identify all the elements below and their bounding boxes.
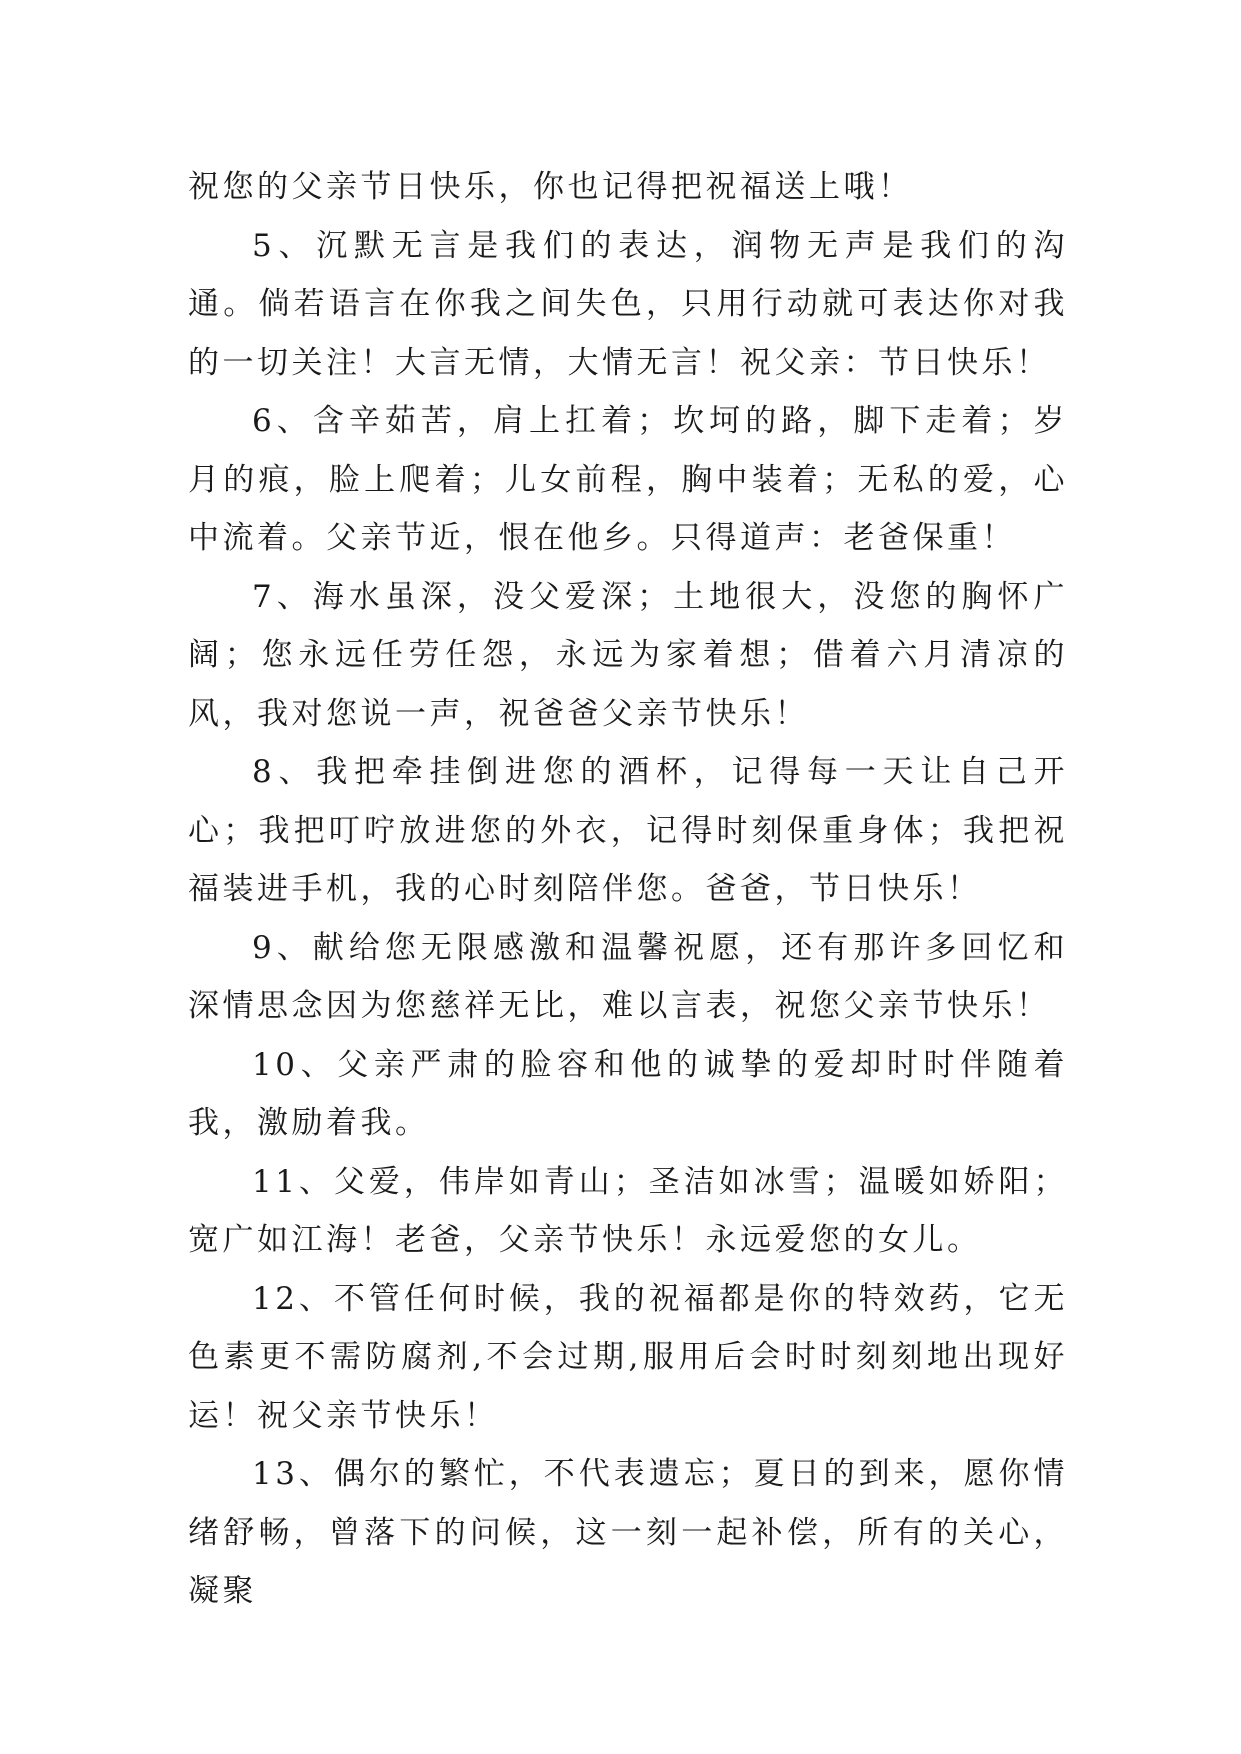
paragraph-7: 11、父爱，伟岸如青山；圣洁如冰雪；温暖如娇阳；宽广如江海！老爸，父亲节快乐！永远爱您的女儿。 (188, 1163, 1068, 1258)
document-page (188, 158, 1068, 1621)
paragraph-3: 7、海水虽深，没父爱深；土地很大，没您的胸怀广阔；您永远任劳任怨，永远为家着想；借着六月清凉的风，我对您说一声，祝爸爸父亲节快乐！ (188, 578, 1068, 732)
paragraph-8: 12、不管任何时候，我的祝福都是你的特效药，它无色素更不需防腐剂,不会过期,服用后会时时刻刻地出现好运！祝父亲节快乐！ (188, 1280, 1068, 1434)
paragraph-2: 6、含辛茹苦，肩上扛着；坎坷的路，脚下走着；岁月的痕，脸上爬着；儿女前程，胸中装着；无私的爱，心中流着。父亲节近，恨在他乡。只得道声：老爸保重！ (188, 403, 1068, 556)
paragraph-5: 9、献给您无限感激和温馨祝愿，还有那许多回忆和深情思念因为您慈祥无比，难以言表，祝您父亲节快乐！ (188, 929, 1068, 1024)
paragraph-1: 5、沉默无言是我们的表达，润物无声是我们的沟通。倘若语言在你我之间失色，只用行动就可表达你对我的一切关注！大言无情，大情无言！祝父亲：节日快乐！ (188, 227, 1068, 381)
paragraph-6: 10、父亲严肃的脸容和他的诚挚的爱却时时伴随着我，激励着我。 (188, 1046, 1068, 1141)
paragraph-9: 13、偶尔的繁忙，不代表遗忘；夏日的到来，愿你情绪舒畅，曾落下的问候，这一刻一起补偿，所有的关心，凝聚 (188, 1456, 1068, 1609)
paragraph-0: 祝您的父亲节日快乐，你也记得把祝福送上哦！ (188, 169, 913, 205)
paragraph-4: 8、我把牵挂倒进您的酒杯，记得每一天让自己开心；我把叮咛放进您的外衣，记得时刻保重身体；我把祝福装进手机，我的心时刻陪伴您。爸爸，节日快乐！ (188, 754, 1068, 907)
